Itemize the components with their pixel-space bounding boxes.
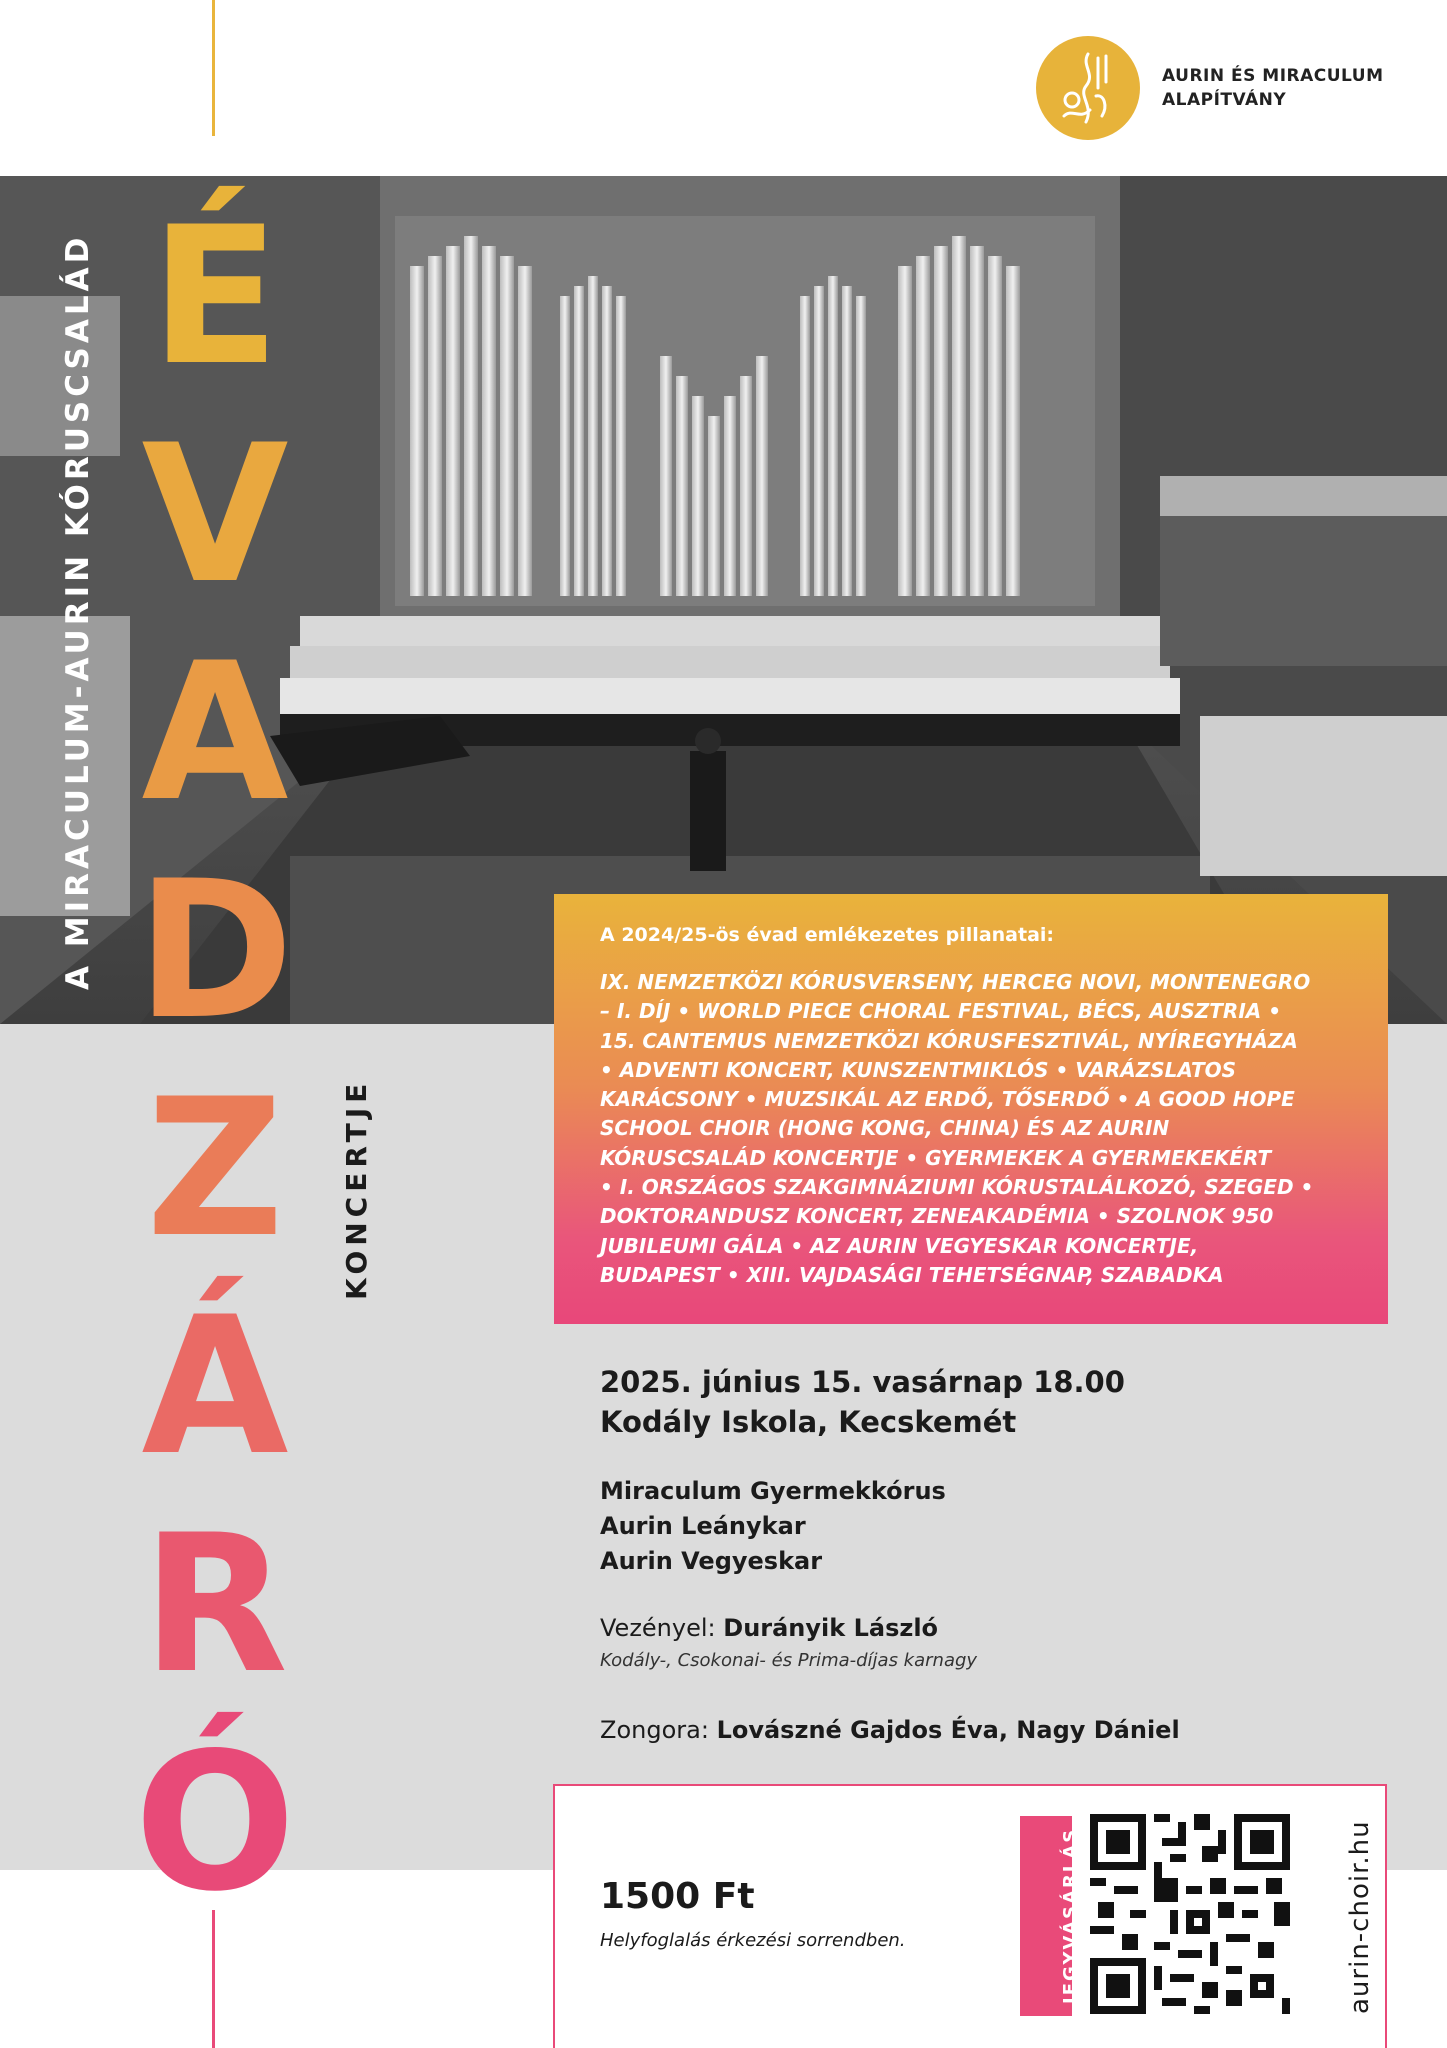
highlight-line: SCHOOL CHOIR (HONG KONG, CHINA) ÉS AZ AURIN — [600, 1116, 1170, 1141]
title-letter: D — [136, 840, 294, 1061]
choir-family-vertical-title: A MIRACULUM-AURIN KÓRUSCSALÁD — [60, 233, 96, 990]
choir-list — [600, 1474, 1400, 1579]
event-venue: Kodály Iskola, Kecskemét — [600, 1405, 1017, 1439]
highlight-line: • ADVENTI KONCERT, KUNSZENTMIKLÓS • VARÁZSLATOS — [600, 1057, 1236, 1082]
foundation-logo-icon — [1036, 36, 1140, 140]
conductor-line — [600, 1614, 1400, 1642]
highlight-line: 15. CANTEMUS NEMZETKÖZI KÓRUSFESZTIVÁL, NYÍREGYHÁZA — [600, 1028, 1298, 1053]
event-date: 2025. június 15. vasárnap 18.00 — [600, 1365, 1125, 1399]
highlights-heading: A 2024/25-ös évad emlékezetes pillanatai: — [600, 924, 1055, 946]
highlight-line: – I. DÍJ • WORLD PIECE CHORAL FESTIVAL, BÉCS, AUSZTRIA • — [600, 999, 1281, 1024]
top-accent-line — [212, 0, 215, 136]
conductor-name: Durányik László — [723, 1614, 939, 1642]
conductor-title: Kodály-, Csokonai- és Prima-díjas karnagy — [600, 1650, 978, 1671]
title-letter: Ó — [134, 1712, 296, 1933]
highlight-line: DOKTORANDUSZ KONCERT, ZENEAKADÉMIA • SZOLNOK 950 — [600, 1204, 1274, 1229]
highlight-line: IX. NEMZETKÖZI KÓRUSVERSENY, HERCEG NOVI, MONTENEGRO — [600, 970, 1311, 994]
highlight-line: KÓRUSCSALÁD KONCERTJE • GYERMEKEK A GYERMEKEKÉRT — [600, 1145, 1272, 1170]
choir-item: Miraculum Gyermekkórus — [600, 1477, 946, 1505]
title-letter: A — [141, 622, 289, 843]
concert-subtitle-vertical: KONCERTJE — [340, 1078, 373, 1300]
ticket-purchase-label: JEGYVÁSÁRLÁS — [1060, 1827, 1081, 2004]
highlight-line: KARÁCSONY • MUZSIKÁL AZ ERDŐ, TŐSERDŐ • A GOOD HOPE — [600, 1087, 1295, 1112]
highlights-list — [600, 968, 1360, 1290]
title-letter: Á — [141, 1276, 289, 1497]
highlight-line: BUDAPEST • XIII. VAJDASÁGI TEHETSÉGNAP, SZABADKA — [600, 1262, 1224, 1287]
seating-note: Helyfoglalás érkezési sorrendben. — [600, 1930, 906, 1951]
ticket-price: 1500 Ft — [600, 1876, 755, 1917]
pianist-names: Lovászné Gajdos Éva, Nagy Dániel — [716, 1716, 1180, 1744]
qr-code-icon[interactable] — [1090, 1814, 1290, 2014]
highlight-line: JUBILEUMI GÁLA • AZ AURIN VEGYESKAR KONCERTJE, — [600, 1233, 1199, 1258]
title-letter: Z — [146, 1058, 284, 1279]
piano-line — [600, 1716, 1440, 1744]
highlight-line: • I. ORSZÁGOS SZAKGIMNÁZIUMI KÓRUSTALÁLKOZÓ, SZEGED • — [600, 1175, 1314, 1200]
season-closing-title — [130, 188, 300, 1932]
piano-label: Zongora: — [600, 1716, 709, 1744]
title-letter: R — [141, 1494, 289, 1715]
website-url[interactable]: aurin-choir.hu — [1345, 1820, 1375, 2014]
event-details — [600, 1362, 1400, 1442]
foundation-name-line2: ALAPÍTVÁNY — [1162, 90, 1287, 110]
title-letter: V — [141, 404, 289, 625]
foundation-name — [1162, 64, 1422, 112]
choir-item: Aurin Vegyeskar — [600, 1547, 823, 1575]
title-letter: É — [150, 186, 280, 407]
choir-item: Aurin Leánykar — [600, 1512, 806, 1540]
conductor-label: Vezényel: — [600, 1614, 716, 1642]
foundation-name-line1: AURIN ÉS MIRACULUM — [1162, 66, 1384, 86]
